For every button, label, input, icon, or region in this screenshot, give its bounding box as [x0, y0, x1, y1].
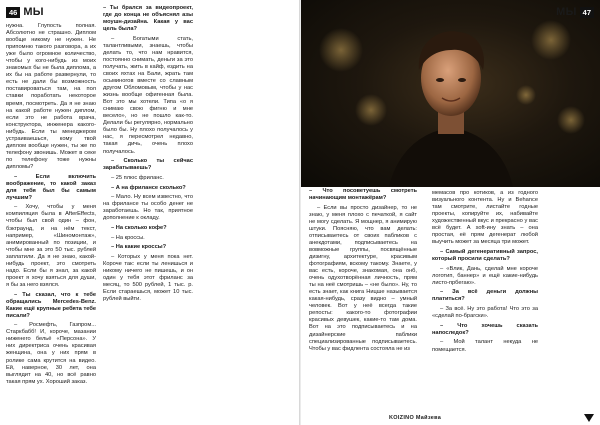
left-section-title: МЫ: [23, 6, 44, 18]
right-page-header: [556, 4, 594, 20]
interview-answer: – За всё. Ну это работа! Что это за «сделай по-брагски».: [432, 306, 538, 320]
interview-answer: – На кроссы.: [111, 234, 145, 241]
interview-question: – Ты брался за видеопроект, где до конца не объяснял азы моушн-дизайна. Какая у вас цель была?: [103, 5, 193, 33]
left-page-header: [6, 4, 44, 20]
interview-question: – На сколько кофе?: [111, 224, 167, 231]
interview-answer: – Росмефть, Газпром... Старкбабб! И, короче, мазании ниженего бельё «Персона». У них директриса очень красивая женщина, она у них прям в ролике сама крутится на видео. Ей, наверное, 30 лет, она выглядит на 40, но всё равно такая прям ух. Хороший заказ.: [6, 322, 96, 385]
left-page-column-2: [103, 5, 193, 306]
interview-answer: нужна. Глупость полная. Абсолютно не страшно. Диплом вообще никому не нужен. Не припомню такого разговора, а их уже было огромное количество, чтобы у кого-нибудь из моих знакомых бы не была диплома, а их бы на работе развернули, то есть не дали бы возможность поставироваться там, на пол ставки поработать некоторое время, посмотреть. Да я не знаю на какой работе нужен диплом, если это не работа врача, конструктора, инженера какого-нибудь. Если ты менеджером устраиваешься, кому твой диплом вообще нужен, ты же по телефону звонишь. Может в секе по телефону тоже нужны дипломы?: [6, 23, 96, 170]
page-footer: KOIZINO Майзева: [389, 415, 442, 421]
interview-question: – Самый дегенеративный запрос, который просили сделать?: [432, 248, 538, 263]
interview-question: – Что посоветуешь смотреть начинающим монтажёрам?: [309, 188, 417, 202]
interview-question: – Если включить воображение, то какой заказ для тебя был бы самым лучшим?: [6, 173, 96, 201]
portrait-illustration: [301, 0, 600, 187]
portrait-photo: [301, 0, 600, 187]
interview-answer: – Мой талант некуда не помещается.: [432, 339, 538, 353]
right-page: [301, 0, 600, 425]
interview-answer: – Богатыми стать, талантливыми, знаешь, чтобы делать то, что нам нравится, постоянно снимать, деньги за это получать, жить в кайф, ездить на своих яхтах на Бали, жрать там осьминогов вместе со славным другом Обломовым, чтобы у нас жизнь вообще офигенная была. Вот это мы хотели. Типа «о я снимаю свою фигню и мне весело», но не пошло как-то. Делали бы регулярно, нормально было бы. Ну плохо получалось у нас, я пересмотрел недавно, такая дичь, очень плохо получалось.: [103, 35, 193, 155]
magazine-logo-icon: [584, 414, 594, 422]
interview-question: – Ты сказал, что к тебе обращались Mercedes-Benz. Какие ещё крупные ребята тебе писали?: [6, 291, 96, 319]
right-page-column-1: [309, 188, 417, 355]
left-page-number: 46: [6, 7, 20, 18]
interview-question: – На какие кроссы?: [111, 244, 167, 251]
interview-question: – Что хочешь сказать напоследок?: [432, 322, 538, 336]
interview-answer: – Если вы просто дизайнер, то не знаю, у меня плохо с печаткой, я сайт не могу сделать. Я мощнер, я анимирую штуки. Поясняю, что вам делать: отписываетесь от своих пабликов с анекдотами, подписываетесь на вовможные группы, посвящённые дизигну, архитектуре, красивым фотографиям, вскому такому. Знаете, у вас есть, короче, знакомая, она онб, очень одухотворённая личность, прям ты на неё смотришь – «не было». Ну, то есть знает, как книга Ницше называется какая-нибудь, сразу видно – умный человек. Вот у неё всегда такие репосты: какого-то фотографии красивых девушек, какие-то там дома. Вот на это подписываетесь и на дизайнерские паблики специализированные подписываетесь. Чтобы у вас фидлента состояла не из: [309, 204, 417, 352]
interview-answer: – 25 плюс фриланс.: [111, 174, 164, 181]
interview-answer: мемасов про котиков, а из годного визуального контента. Ну и Behance там смотрите, листайте годные проекты, копируйте их, набивайте художественный вкус и прекрасно у вас всё будет. А soft-ину знать – она простая, её прям дегенерат любой выучить может за месяца три может.: [432, 190, 538, 246]
interview-answer: – Которых у меня пока нет. Короче так: если ты ленишься и никому ничего не пишешь, и он один у тебя этот фриланс за месяц, то 500 рублей, 1 тыс. р. Если стараешься, может 10 тыс. рублей выйти.: [103, 253, 193, 303]
interview-answer: – Хочу, чтобы у меня компиляция была в AfterEffects, чтобы был свой один – фон, бэкграунд, и на нём текст, например, «Шиномонтаж», анимированный по позиции, и чтобы мне за это 50 тыс. рублей заплатили. Да я не знаю, какой-нибудь проект, это смотреть надо. Если бы я знал, за какой проект я хочу взяться для души, я бы за него взялся.: [6, 204, 96, 288]
left-page-column-1: [6, 23, 96, 388]
right-section-title: МЫ: [556, 6, 577, 18]
interview-answer: – Мало. Ну всем известно, что на фрилансе ты особо денег не заработаешь. Но так, приятное дополнение к окладу.: [103, 194, 193, 222]
interview-question: – А на фрилансе сколько?: [111, 184, 186, 191]
right-page-column-2: [432, 190, 538, 356]
interview-question: – Сколько ты сейчас зарабатываешь?: [103, 158, 193, 172]
interview-answer: – «Влик, Дань, сделай мне короче логотип, баннер» и ещё какие-нибудь листо-прбегаю».: [432, 265, 538, 286]
interview-question: – За всё деньги должны платиться?: [432, 289, 538, 303]
left-page: [0, 0, 299, 425]
right-page-number: 47: [580, 7, 594, 18]
